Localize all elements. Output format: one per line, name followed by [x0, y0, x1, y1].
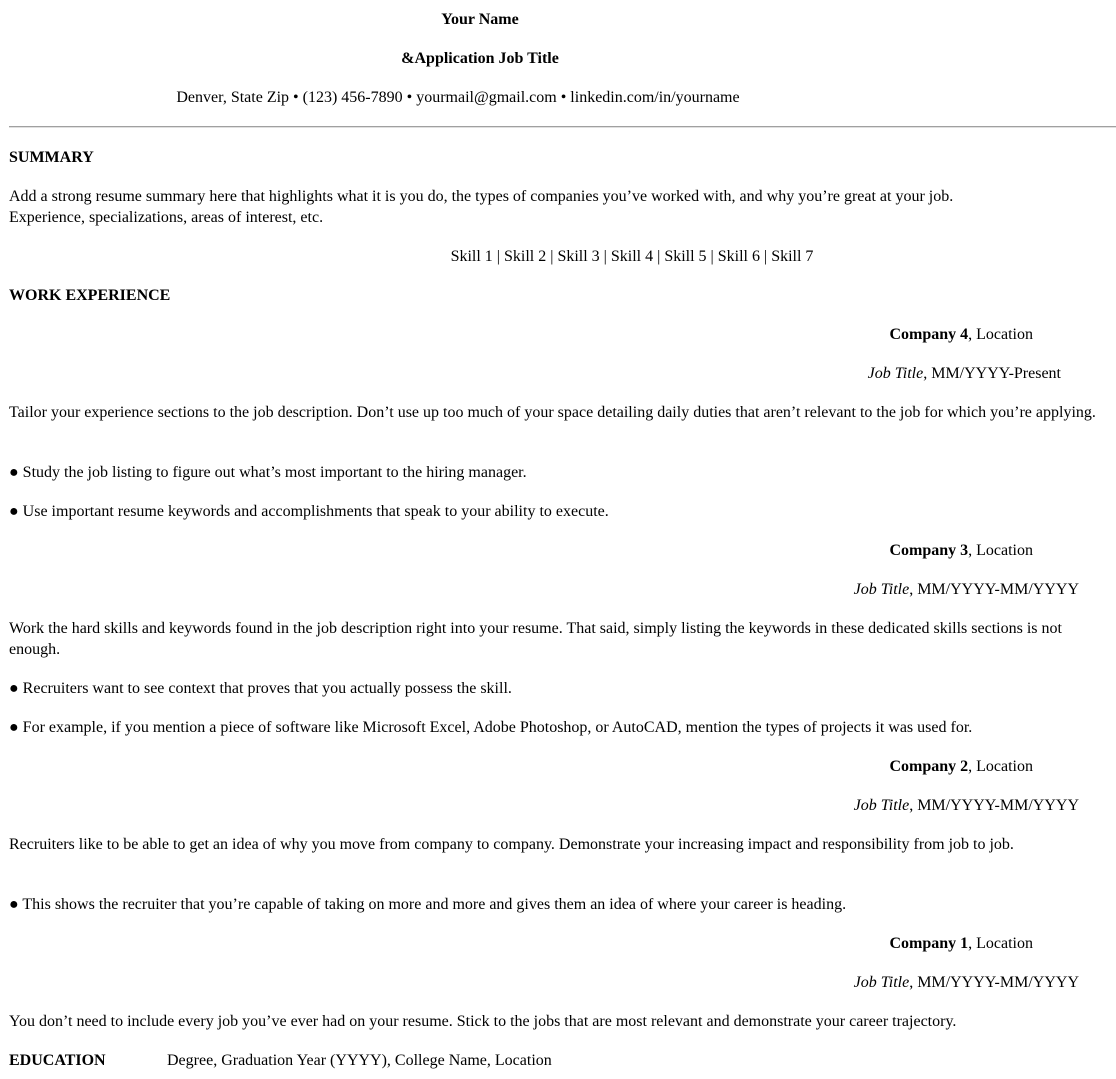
job-title-line [854, 972, 1079, 993]
company-name: Company 2 [889, 758, 969, 775]
job-description: Work the hard skills and keywords found in the job description right into your resume. That said, simply listing the keywords in these dedicated skills sections is not enough. [9, 620, 1062, 658]
education-details: Degree, Graduation Year (YYYY), College Name, Location [167, 1052, 552, 1069]
company-name: Company 4 [889, 326, 969, 343]
job-bullet: ● This shows the recruiter that you’re capable of taking on more and more and gives them an idea of where your career is heading. [9, 896, 847, 913]
company-line [889, 933, 1033, 954]
job-title-line [868, 363, 1061, 384]
job-dates: , MM/YYYY-MM/YYYY [909, 581, 1079, 598]
job-dates: , MM/YYYY-Present [923, 365, 1061, 382]
application-job-title: &Application Job Title [401, 50, 559, 67]
job-bullet: ● Use important resume keywords and accomplishments that speak to your ability to execute. [9, 503, 609, 520]
job-description: You don’t need to include every job you’ve ever had on your resume. Stick to the jobs that are most relevant and demonstrate your career trajectory. [9, 1013, 957, 1030]
job-title: Job Title [853, 581, 910, 598]
company-location: , Location [968, 542, 1033, 559]
company-name: Company 1 [889, 935, 969, 952]
company-name: Company 3 [889, 542, 969, 559]
resume-name: Your Name [441, 11, 519, 28]
company-location: , Location [968, 935, 1033, 952]
company-location: , Location [968, 758, 1033, 775]
company-line [889, 540, 1033, 561]
job-title-line [854, 795, 1079, 816]
job-description: Recruiters like to be able to get an idea of why you move from company to company. Demonstrate your increasing impact and responsibility from job to job. [9, 836, 1014, 853]
skills-list: Skill 1 | Skill 2 | Skill 3 | Skill 4 | Skill 5 | Skill 6 | Skill 7 [450, 248, 814, 265]
company-line [889, 324, 1033, 345]
job-title: Job Title [853, 974, 910, 991]
job-bullet: ● Recruiters want to see context that proves that you actually possess the skill. [9, 680, 512, 697]
work-experience-heading: WORK EXPERIENCE [9, 287, 171, 304]
header-divider [9, 126, 1116, 128]
summary-text: Add a strong resume summary here that highlights what it is you do, the types of companies you’ve worked with, and why you’re great at your job. Experience, specializations, areas of interest, etc. [9, 188, 954, 226]
job-description: Tailor your experience sections to the job description. Don’t use up too much of your space detailing daily duties that aren’t relevant to the job for which you’re applying. [9, 404, 1096, 421]
job-title: Job Title [853, 797, 910, 814]
company-location: , Location [968, 326, 1033, 343]
job-bullet: ● For example, if you mention a piece of software like Microsoft Excel, Adobe Photoshop, or AutoCAD, mention the types of projects it was used for. [9, 719, 973, 736]
summary-heading: SUMMARY [9, 149, 94, 166]
company-line [889, 756, 1033, 777]
job-dates: , MM/YYYY-MM/YYYY [909, 797, 1079, 814]
job-title: Job Title [867, 365, 924, 382]
education-heading: EDUCATION [9, 1052, 106, 1069]
job-title-line [854, 579, 1079, 600]
contact-line: Denver, State Zip • (123) 456-7890 • yourmail@gmail.com • linkedin.com/in/yourname [176, 89, 740, 106]
job-dates: , MM/YYYY-MM/YYYY [909, 974, 1079, 991]
job-bullet: ● Study the job listing to figure out what’s most important to the hiring manager. [9, 464, 527, 481]
